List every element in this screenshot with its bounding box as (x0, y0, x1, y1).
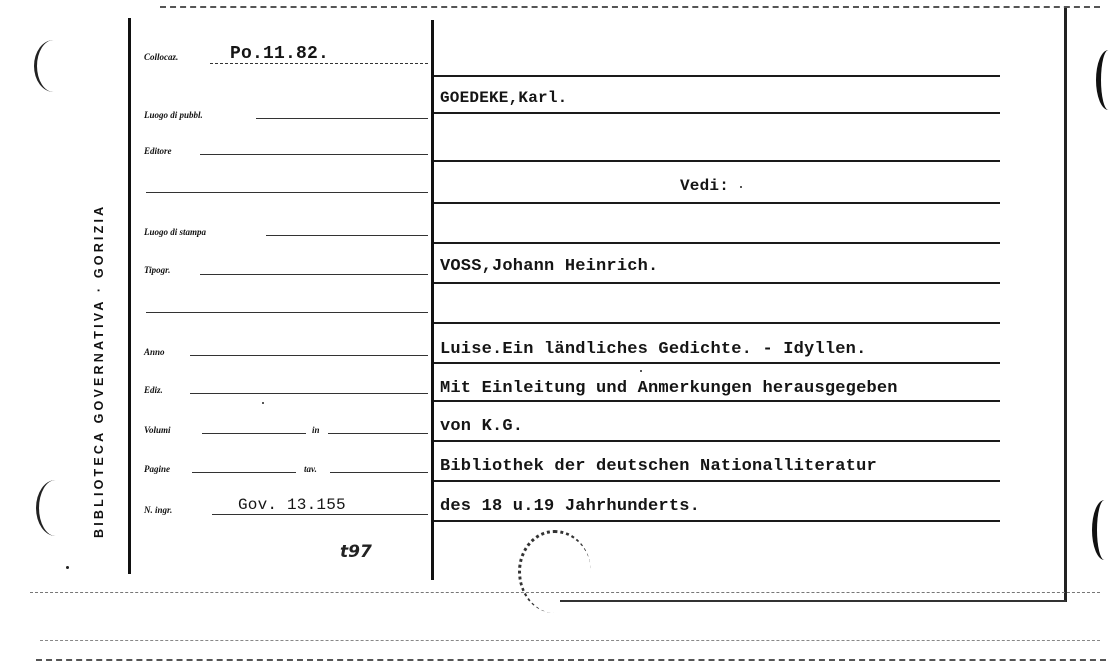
punch-hole-arc-top (34, 40, 73, 92)
volumi-label: Volumi (144, 425, 171, 435)
right-card-border (1064, 8, 1067, 602)
entry-line-2: Mit Einleitung und Anmerkungen herausgegeben (440, 379, 898, 398)
ediz-label: Ediz. (144, 385, 163, 395)
right-edge-arc-bottom (1092, 500, 1111, 560)
left-vertical-rule (128, 18, 131, 574)
speck (262, 402, 264, 404)
tipogr-label: Tipogr. (144, 265, 171, 275)
pagine-tav-label: tav. (304, 464, 317, 474)
editore-label: Editore (144, 146, 172, 156)
n-ingr-value: Gov. 13.155 (238, 496, 346, 514)
punch-hole-bottom (518, 530, 591, 613)
collocazione-value: Po.11.82. (230, 44, 330, 64)
library-stamp: BIBLIOTECA GOVERNATIVA · GORIZIA (92, 203, 106, 538)
n-ingr-label: N. ingr. (144, 505, 173, 515)
bottom-card-border (560, 600, 1066, 602)
author-heading: GOEDEKE,Karl. (440, 89, 568, 107)
luogo-pubbl-line (256, 118, 428, 119)
right-line-8 (434, 362, 1000, 364)
anno-label: Anno (144, 347, 165, 357)
entry-line-1: Luise.Ein ländliches Gedichte. - Idyllen. (440, 340, 867, 359)
right-line-4 (434, 202, 1000, 204)
right-line-9 (434, 400, 1000, 402)
bottom-noise-line-3 (36, 659, 1106, 661)
volumi-line (202, 433, 306, 434)
right-line-10 (434, 440, 1000, 442)
see-label: Vedi: (680, 177, 730, 195)
luogo-stampa-label: Luogo di stampa (144, 227, 207, 237)
right-line-5 (434, 242, 1000, 244)
entry-line-3: von K.G. (440, 417, 524, 436)
entry-line-4: Bibliothek der deutschen Nationalliteratur (440, 457, 877, 476)
collocazione-line (210, 63, 428, 64)
right-line-2 (434, 112, 1000, 114)
blank-line-1 (146, 192, 428, 193)
bottom-noise-line-2 (40, 640, 1100, 641)
right-line-11 (434, 480, 1000, 482)
right-edge-arc-top (1096, 50, 1111, 110)
right-line-3 (434, 160, 1000, 162)
right-line-6 (434, 282, 1000, 284)
ediz-line (190, 393, 428, 394)
volumi-in-line (328, 433, 428, 434)
pagine-line (192, 472, 296, 473)
editore-line (200, 154, 428, 155)
see-author: VOSS,Johann Heinrich. (440, 257, 659, 276)
n-ingr-line (212, 514, 428, 515)
top-edge-line (160, 6, 1100, 8)
tipogr-line (200, 274, 428, 275)
speck (66, 566, 69, 569)
handwritten-note: t97 (340, 542, 372, 562)
speck (740, 186, 742, 188)
pagine-label: Pagine (144, 464, 170, 474)
luogo-stampa-line (266, 235, 428, 236)
right-line-7 (434, 322, 1000, 324)
center-vertical-rule (431, 20, 434, 580)
bottom-noise-line-1 (30, 592, 1100, 593)
right-line-1 (434, 75, 1000, 77)
speck (640, 370, 642, 372)
anno-line (190, 355, 428, 356)
blank-line-2 (146, 312, 428, 313)
entry-line-5: des 18 u.19 Jahrhunderts. (440, 497, 701, 516)
right-line-12 (434, 520, 1000, 522)
collocazione-label: Collocaz. (144, 52, 179, 62)
punch-hole-arc-bottom (36, 480, 75, 536)
volumi-in-label: in (312, 425, 320, 435)
luogo-pubbl-label: Luogo di pubbl. (144, 110, 203, 120)
pagine-tav-line (330, 472, 428, 473)
